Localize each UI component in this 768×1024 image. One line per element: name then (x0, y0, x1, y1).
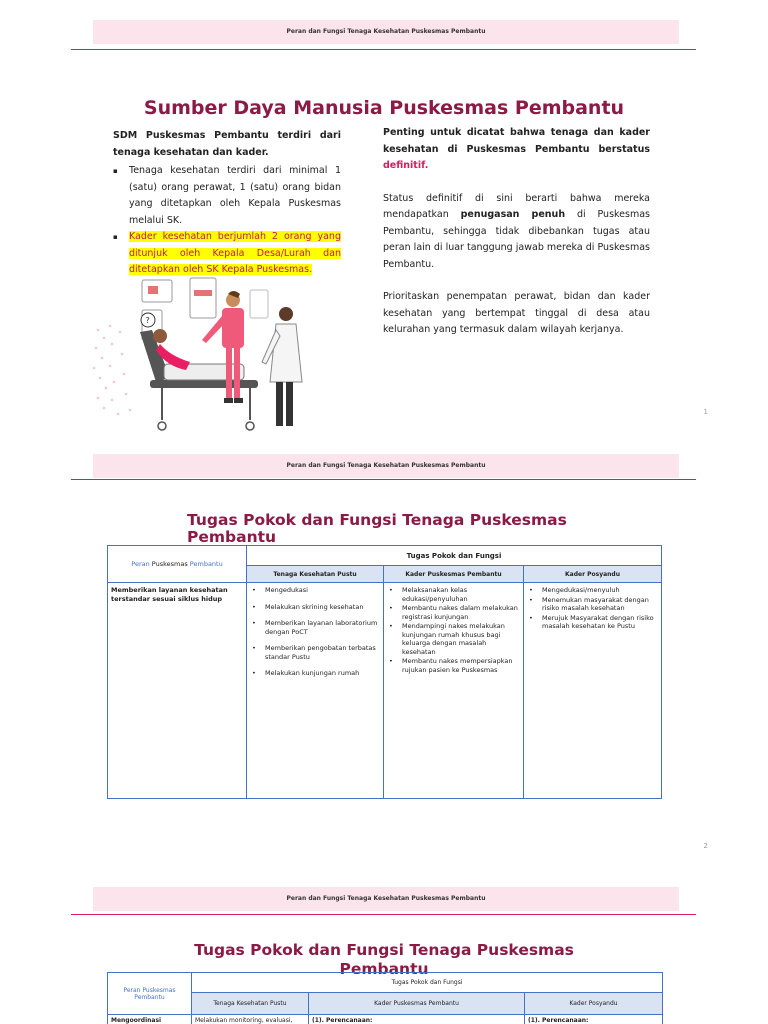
status-text-post: di Puskesmas Pembantu, sehingga tidak dibebankan tugas atau peran lain di luar tanggung jawab mereka di Puskesmas Pembantu. (383, 209, 650, 270)
kader-pustu-list (384, 583, 523, 674)
page1-left-column (113, 128, 341, 279)
tupoksi-table (107, 545, 662, 799)
page2-title: Tugas Pokok dan Fungsi Tenaga Puskesmas Pembantu (187, 511, 567, 546)
nakes-cell-2: Melakukan monitoring, evaluasi, (192, 1015, 309, 1024)
list-item: • Mengedukasi (251, 586, 379, 595)
list-item: • Membantu nakes dalam melakukan registrasi kunjungan (388, 604, 519, 621)
page1-title: Sumber Daya Manusia Puskesmas Pembantu (143, 97, 625, 119)
header-divider-3 (71, 914, 696, 915)
list-item: • Memberikan pengobatan terbatas standar Pustu (251, 644, 379, 661)
kader-posyandu-cell-2: (1). Perencanaan: (525, 1015, 663, 1024)
row-label-2: Mengoordinasi (108, 1015, 192, 1024)
status-text-pre: Status definitif di sini berarti bahwa mereka mendapatkan (383, 192, 650, 220)
kader-pustu-cell-2: (1). Perencanaan: (309, 1015, 525, 1024)
list-item: • Memberikan layanan laboratorium dengan PoCT (251, 619, 379, 636)
header-band-3: Peran dan Fungsi Tenaga Kesehatan Puskesmas Pembantu (93, 887, 679, 911)
kader-posyandu-cell (524, 583, 662, 799)
kader-posyandu-header-2: Kader Posyandu (525, 993, 663, 1015)
role-header-a: Peran (131, 560, 152, 568)
role-header (108, 546, 247, 583)
sdm-bullet-kader-text: Kader kesehatan berjumlah 2 orang yang ditunjuk oleh Kepala Desa/Lurah dan ditetapkan oleh SK Kepala Puskesmas. (129, 231, 341, 275)
page1-number: 1 (703, 408, 708, 416)
nakes-cell (247, 583, 384, 799)
sdm-bullet-nakes-text: Tenaga kesehatan terdiri dari minimal 1 (satu) orang perawat, 1 (satu) orang bidan yang ditetapkan oleh Kepala Puskesmas melalui SK. (129, 165, 341, 226)
list-item: • Melaksanakan kelas edukasi/penyuluhan (388, 586, 519, 603)
tupoksi-header: Tugas Pokok dan Fungsi (247, 546, 662, 566)
list-item: • Melakukan skrining kesehatan (251, 603, 379, 612)
nakes-header-2: Tenaga Kesehatan Pustu (192, 993, 309, 1015)
list-item: • Merujuk Masyarakat dengan risiko masalah kesehatan ke Pustu (528, 614, 657, 631)
header-band-2: Peran dan Fungsi Tenaga Kesehatan Puskesmas Pembantu (93, 454, 679, 478)
header-divider-2 (71, 479, 696, 480)
list-item: • Mengedukasi/menyuluh (528, 586, 657, 595)
definitif-emphasis: definitif. (383, 160, 429, 171)
definitif-text: Penting untuk dicatat bahwa tenaga dan kader kesehatan di Puskesmas Pembantu berstatus (383, 127, 650, 155)
status-text-bold: penugasan penuh (460, 209, 566, 220)
priority-paragraph: Prioritaskan penempatan perawat, bidan dan kader kesehatan yang bertempat tinggal di desa atau kelurahan yang termasuk dalam wilayah kerjanya. (383, 291, 650, 335)
kader-pustu-header-2: Kader Puskesmas Pembantu (309, 993, 525, 1015)
list-item: • Membantu nakes mempersiapkan rujukan pasien ke Puskesmas (388, 657, 519, 674)
page3-title: Tugas Pokok dan Fungsi Tenaga Puskesmas Pembantu (194, 941, 574, 978)
role-header-b: Puskesmas (151, 560, 190, 568)
tupoksi-header-2: Tugas Pokok dan Fungsi (192, 973, 663, 993)
list-item: • Mendampingi nakes melakukan kunjungan rumah khusus bagi keluarga dengan masalah kesehatan (388, 622, 519, 656)
page2-number: 2 (703, 842, 708, 850)
page1-right-column (383, 125, 650, 355)
dot-pattern (93, 325, 132, 416)
kader-posyandu-header: Kader Posyandu (524, 566, 662, 583)
kader-pustu-cell (384, 583, 524, 799)
kader-pustu-header: Kader Puskesmas Pembantu (384, 566, 524, 583)
header-band: Peran dan Fungsi Tenaga Kesehatan Puskesmas Pembantu (93, 20, 679, 44)
svg-text:?: ? (145, 316, 150, 325)
sdm-list (113, 163, 341, 279)
nakes-list (247, 583, 383, 678)
tupoksi-table-2 (107, 972, 663, 1024)
list-item: • Menemukan masyarakat dengan risiko masalah kesehatan (528, 596, 657, 613)
nakes-header: Tenaga Kesehatan Pustu (247, 566, 384, 583)
sdm-intro: SDM Puskesmas Pembantu terdiri dari tenaga kesehatan dan kader. (113, 130, 341, 158)
hospital-illustration (90, 270, 315, 438)
header-divider (71, 49, 696, 50)
status-paragraph (383, 191, 650, 274)
row-label: Memberikan layanan kesehatan terstandar sesuai siklus hidup (108, 583, 247, 799)
sdm-bullet-nakes (113, 163, 341, 229)
role-header-2: Peran Puskesmas Pembantu (108, 973, 192, 1015)
definitif-paragraph (383, 125, 650, 175)
role-header-c: Pembantu (189, 560, 223, 568)
kader-posyandu-list (524, 583, 661, 631)
list-item: • Melakukan kunjungan rumah (251, 669, 379, 678)
